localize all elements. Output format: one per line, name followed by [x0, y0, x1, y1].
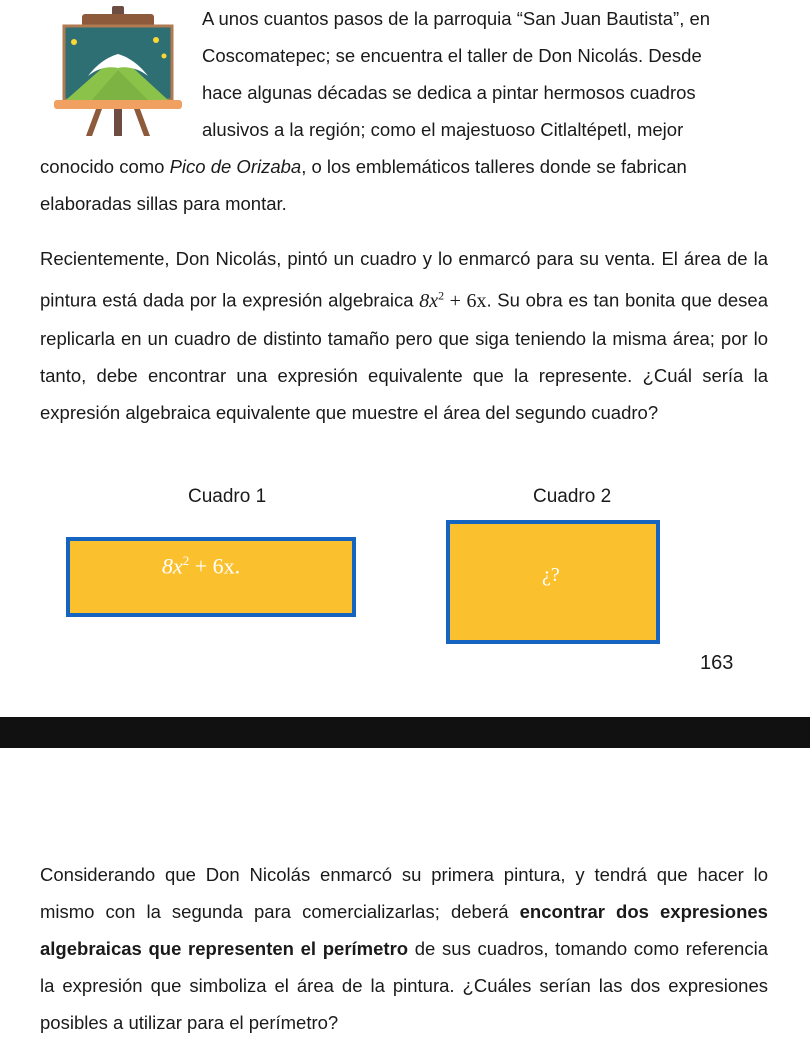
- intro-line-5: conocido como Pico de Orizaba, o los emblemáticos talleres donde se fabrican: [40, 156, 687, 177]
- intro-line-1: A unos cuantos pasos de la parroquia “San Juan Bautista”, en: [202, 8, 711, 29]
- pico-de-orizaba-text: Pico de Orizaba: [169, 156, 302, 177]
- area-expression: $8x^2 + 6x$: [419, 288, 487, 312]
- easel-painting-icon: [52, 6, 184, 138]
- intro-line-6: elaboradas sillas para montar.: [40, 193, 287, 214]
- paragraph-perimeter: Considerando que Don Nicolás enmarcó su primera pintura, y tendrá que hacer lo mismo con la segunda para comercializarlas; deberá encontrar dos expresiones algebraicas que representen el perímetro de sus cuadros, tomando como referencia la expresión que simboliza el área de la pintura. ¿Cuáles serían las dos expresiones posibles a utilizar para el perímetro?: [40, 864, 768, 1033]
- page-number: 163: [700, 652, 734, 674]
- paragraph-problem: Recientemente, Don Nicolás, pintó un cuadro y lo enmarcó para su venta. El área de la pintura está dada por la expresión algebraica $8x^2 + 6x$. Su obra es tan bonita que desea replicarla en un cuadro de distinto tamaño pero que siga teniendo la misma área; por lo tanto, debe encontrar una expresión equivalente que la represente. ¿Cuál sería la expresión algebraica equivalente que muestre el área del segundo cuadro?: [40, 248, 768, 423]
- frame-2-label: Cuadro 2: [533, 486, 612, 507]
- frame-2-question: ¿?: [542, 564, 560, 586]
- frame-1-label: Cuadro 1: [188, 486, 267, 507]
- paragraph-intro: [202, 0, 762, 148]
- intro-line-2: Coscomatepec; se encuentra el taller de Don Nicolás. Desde: [202, 45, 702, 66]
- frame-2-box: [446, 520, 660, 644]
- frame-1-box: [66, 537, 356, 617]
- page-separator-band: [0, 717, 810, 748]
- frame-1-expression: $8x^2 + 6x$.: [162, 553, 241, 579]
- intro-line-3: hace algunas décadas se dedica a pintar hermosos cuadros: [202, 82, 696, 103]
- intro-line-4: alusivos a la región; como el majestuoso Citlaltépetl, mejor: [202, 119, 684, 140]
- perimeter-bold-text: encontrar dos expresiones algebraicas que representen el perímetro: [40, 901, 768, 959]
- paragraph-intro-continued: [40, 148, 770, 222]
